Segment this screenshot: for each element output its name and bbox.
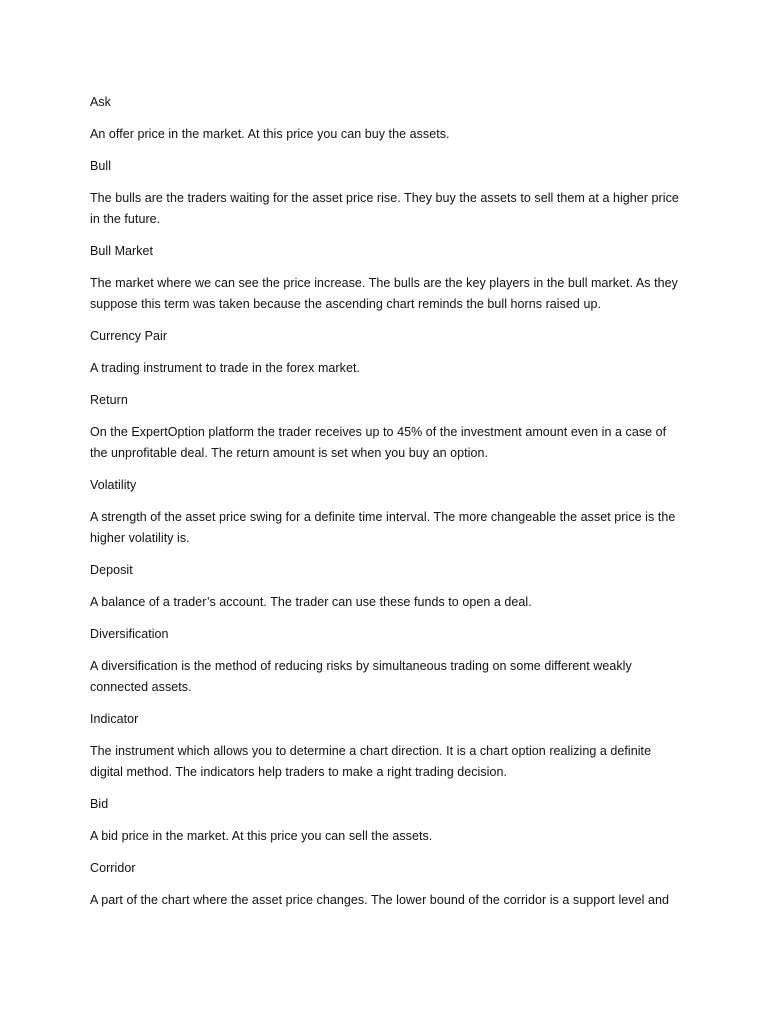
- glossary-term: Corridor: [90, 861, 136, 875]
- glossary-definition: The market where we can see the price increase. The bulls are the key players in the bull market. As they suppose this term was taken because the ascending chart reminds the bull horns raised up.: [90, 276, 678, 311]
- glossary-list: [90, 92, 682, 922]
- glossary-entry-ask: [90, 92, 682, 145]
- glossary-term: Bull: [90, 159, 112, 173]
- glossary-definition: The instrument which allows you to determine a chart direction. It is a chart option realizing a definite digital method. The indicators help traders to make a right trading decision.: [90, 744, 652, 779]
- glossary-term: Ask: [90, 95, 111, 109]
- glossary-term: Volatility: [90, 478, 137, 492]
- glossary-term: Bid: [90, 797, 109, 811]
- glossary-entry-corridor: [90, 858, 682, 911]
- glossary-definition: An offer price in the market. At this price you can buy the assets.: [90, 127, 450, 141]
- glossary-definition: A trading instrument to trade in the forex market.: [90, 361, 360, 375]
- glossary-entry-bull-market: [90, 241, 682, 315]
- glossary-definition: A part of the chart where the asset price changes. The lower bound of the corridor is a support level and: [90, 893, 669, 907]
- glossary-term: Indicator: [90, 712, 139, 726]
- glossary-entry-bull: [90, 156, 682, 230]
- glossary-definition: A diversification is the method of reducing risks by simultaneous trading on some different weakly connected assets.: [90, 659, 632, 694]
- glossary-term: Return: [90, 393, 128, 407]
- glossary-definition: A bid price in the market. At this price you can sell the assets.: [90, 829, 433, 843]
- glossary-entry-volatility: [90, 475, 682, 549]
- glossary-definition: A strength of the asset price swing for a definite time interval. The more changeable the asset price is the higher volatility is.: [90, 510, 676, 545]
- glossary-definition: A balance of a trader’s account. The trader can use these funds to open a deal.: [90, 595, 532, 609]
- glossary-term: Diversification: [90, 627, 169, 641]
- glossary-term: Currency Pair: [90, 329, 168, 343]
- glossary-entry-diversification: [90, 624, 682, 698]
- glossary-definition: The bulls are the traders waiting for the asset price rise. They buy the assets to sell them at a higher price in the future.: [90, 191, 679, 226]
- glossary-entry-return: [90, 390, 682, 464]
- glossary-entry-indicator: [90, 709, 682, 783]
- glossary-term: Deposit: [90, 563, 133, 577]
- glossary-entry-currency-pair: [90, 326, 682, 379]
- glossary-entry-bid: [90, 794, 682, 847]
- glossary-term: Bull Market: [90, 244, 154, 258]
- glossary-definition: On the ExpertOption platform the trader receives up to 45% of the investment amount even in a case of the unprofitable deal. The return amount is set when you buy an option.: [90, 425, 667, 460]
- glossary-entry-deposit: [90, 560, 682, 613]
